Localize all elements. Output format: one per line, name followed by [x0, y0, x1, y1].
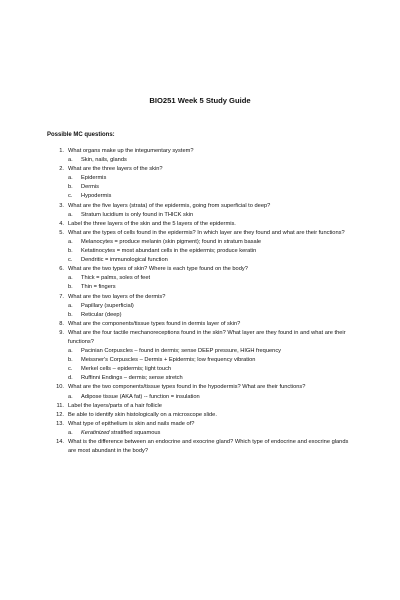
answer-letter: b. — [68, 248, 73, 255]
question-item — [47, 329, 352, 347]
section-heading: Possible MC questions: — [47, 132, 115, 138]
question-text: Be able to identify skin histologically on a microscope slide. — [68, 411, 217, 418]
answer-letter: c. — [68, 193, 73, 200]
question-number: 10. — [56, 384, 64, 391]
answer-item — [68, 183, 352, 192]
answer-text-italic: Keratinized — [81, 429, 110, 436]
question-text: What are the three layers of the skin? — [68, 166, 163, 173]
answer-item — [68, 302, 352, 311]
question-item — [47, 265, 352, 274]
question-text: Label the three layers of the skin and the 5 layers of the epidermis. — [68, 220, 236, 227]
question-number: 8. — [59, 320, 64, 327]
answer-letter: a. — [68, 211, 73, 218]
answer-item — [68, 247, 352, 256]
question-item — [47, 320, 352, 329]
answer-text: Ruffinni Endings – dermis; sense stretch — [81, 375, 183, 382]
answer-item — [68, 192, 352, 201]
answer-item — [68, 274, 352, 283]
answer-text: Thick = palms, soles of feet — [81, 275, 151, 282]
question-item — [47, 420, 352, 429]
question-item — [47, 293, 352, 302]
question-text: What organs make up the integumentary system? — [68, 148, 194, 154]
answer-text: Epidermis — [81, 175, 107, 182]
answer-text: Meissner's Corpuscles – Dermis + Epidermis; low frequency vibration — [81, 357, 256, 364]
answer-text: Dendritic = immunological function — [81, 257, 168, 264]
question-text: What are the two components/tissue types found in the hypodermis? What are their functions? — [68, 384, 306, 391]
answer-letter: b. — [68, 357, 73, 364]
answer-item — [68, 429, 352, 438]
answer-letter: a. — [68, 302, 73, 309]
question-item — [47, 165, 352, 174]
question-number: 13. — [56, 420, 64, 427]
question-item — [47, 411, 352, 420]
question-number: 2. — [59, 166, 64, 173]
answer-letter: a. — [68, 348, 73, 355]
answer-text: Merkel cells – epidermis; light touch — [81, 366, 172, 373]
question-number: 1. — [59, 148, 64, 154]
answer-text: Hypodermis — [81, 193, 112, 200]
answer-text: Papillary (superficial) — [81, 302, 134, 309]
question-number: 6. — [59, 266, 64, 273]
answer-letter: b. — [68, 184, 73, 191]
answer-item — [68, 156, 352, 165]
answer-text — [81, 429, 352, 438]
question-number: 5. — [59, 229, 64, 236]
question-item — [47, 402, 352, 411]
question-number: 3. — [59, 202, 64, 209]
question-number: 14. — [56, 439, 64, 445]
answer-item — [68, 365, 352, 374]
answer-text: Thin = fingers — [81, 284, 116, 291]
answer-text: Pacinian Corpuscles – found in dermis; sense DEEP pressure, HIGH frequency — [81, 348, 282, 355]
answer-text: Ketatinocytes = most abundant cells in the epidermis; produce keratin — [81, 248, 257, 255]
answer-text: Adipose tissue (AKA fat) -- function = insulation — [81, 393, 200, 400]
question-number: 7. — [59, 293, 64, 300]
answer-letter: a. — [68, 429, 73, 436]
question-item — [47, 383, 352, 392]
answer-letter: b. — [68, 284, 73, 291]
answer-item — [68, 283, 352, 292]
answer-item — [68, 256, 352, 265]
answer-letter: a. — [68, 175, 73, 182]
answer-item — [68, 211, 352, 220]
question-number: 4. — [59, 220, 64, 227]
question-text: What is the difference between an endocrine and exocrine gland? Which type of endocrine and exocrine glands are most abundant in the body? — [68, 439, 349, 455]
answer-item — [68, 347, 352, 356]
question-number: 11. — [56, 402, 64, 409]
answer-text: Skin, nails, glands — [81, 157, 127, 164]
answer-item — [68, 311, 352, 320]
question-number: 9. — [59, 329, 64, 336]
question-text: What are the types of cells found in the epidermis? In which layer are they found and what are their functions? — [68, 229, 345, 236]
answer-text: Melanocytes = produce melanin (skin pigment); found in stratum basale — [81, 238, 262, 245]
answer-letter: b. — [68, 311, 73, 318]
answer-item — [68, 174, 352, 183]
answer-letter: c. — [68, 257, 73, 264]
question-item — [47, 220, 352, 229]
question-text: What are the two layers of the dermis? — [68, 293, 166, 300]
answer-letter: c. — [68, 366, 73, 373]
answer-letter: a. — [68, 157, 73, 164]
answer-text: Dermis — [81, 184, 100, 191]
answer-text: Stratum lucidium is only found in THICK skin — [81, 211, 194, 218]
page-title: BIO251 Week 5 Study Guide — [149, 96, 251, 105]
question-item — [47, 202, 352, 211]
answer-text: Reticular (deep) — [81, 311, 122, 318]
answer-letter: a. — [68, 238, 73, 245]
question-text: What are the five layers (strata) of the epidermis, going from superficial to deep? — [68, 202, 271, 209]
question-list — [47, 147, 352, 456]
answer-letter: d. — [68, 375, 73, 382]
answer-letter: a. — [68, 393, 73, 400]
question-item — [47, 438, 352, 456]
answer-text-rest: stratified squamous — [109, 429, 161, 436]
question-number: 12. — [56, 411, 64, 418]
answer-item — [68, 374, 352, 383]
question-item — [47, 229, 352, 238]
answer-item — [68, 238, 352, 247]
question-text: What type of epithelium is skin and nails made of? — [68, 420, 195, 427]
question-item — [47, 147, 352, 156]
question-text: What are the components/tissue types found in dermis layer of skin? — [68, 320, 241, 327]
question-text: Label the layers/parts of a hair follicle — [68, 402, 162, 409]
answer-letter: a. — [68, 275, 73, 282]
question-text: What are the two types of skin? Where is each type found on the body? — [68, 266, 248, 273]
question-text: What are the four tactile mechanoreceptions found in the skin? What layer are they found in and what are their functions? — [68, 329, 346, 345]
answer-item — [68, 356, 352, 365]
answer-item — [68, 393, 352, 402]
